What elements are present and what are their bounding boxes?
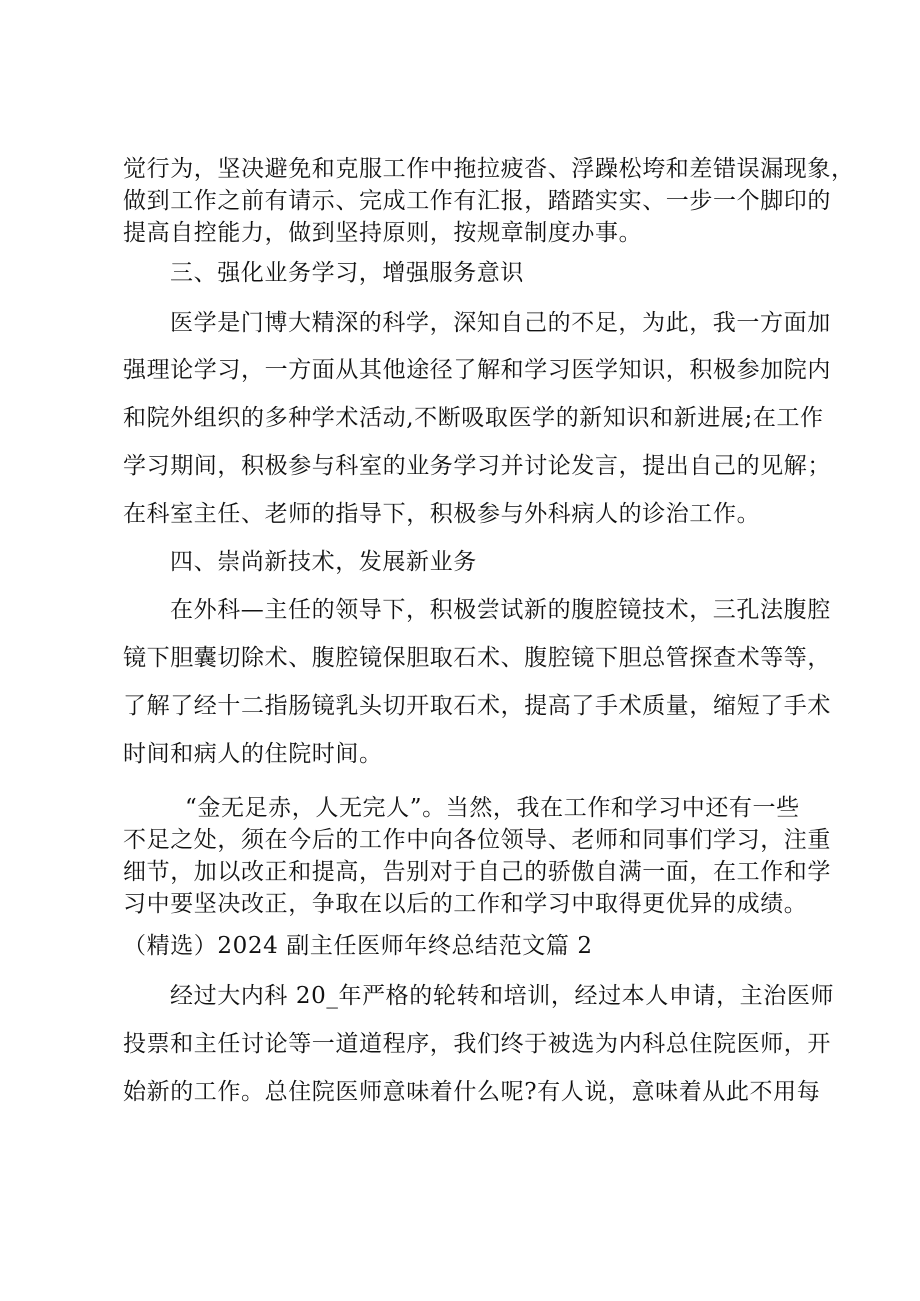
paragraph-line: 细节，加以改正和提高，告别对于自己的骄傲自满一面，在工作和学	[123, 859, 831, 885]
paragraph-line: 投票和主任讨论等一道道程序，我们终于被选为内科总住院医师，开	[123, 1031, 831, 1057]
paragraph-line: 提高自控能力，做到坚持原则，按规章制度办事。	[123, 220, 643, 246]
paragraph-line: 习中要坚决改正，争取在以后的工作和学习中取得更优异的成绩。	[123, 891, 808, 917]
article-title: （精选）2024 副主任医师年终总结范文篇 2	[123, 933, 593, 959]
section-heading: 四、崇尚新技术，发展新业务	[170, 549, 477, 575]
paragraph-line: 镜下胆囊切除术、腹腔镜保胆取石术、腹腔镜下胆总管探查术等等，	[123, 645, 831, 671]
paragraph-line: 学习期间，积极参与科室的业务学习并讨论发言，提出自己的见解；	[123, 453, 831, 479]
paragraph-line: 时间和病人的住院时间。	[123, 741, 383, 767]
paragraph-line: 医学是门博大精深的科学，深知自己的不足，为此，我一方面加	[170, 310, 831, 336]
paragraph-line: 强理论学习，一方面从其他途径了解和学习医学知识，积极参加院内	[123, 357, 831, 383]
paragraph-line: “金无足赤，人无完人”。当然，我在工作和学习中还有一些	[185, 795, 800, 821]
paragraph-line: 做到工作之前有请示、完成工作有汇报，踏踏实实、一步一个脚印的	[123, 188, 831, 214]
section-heading: 三、强化业务学习，增强服务意识	[170, 260, 524, 286]
paragraph-line: 觉行为，坚决避免和克服工作中拖拉疲沓、浮躁松垮和差错误漏现象，	[123, 156, 855, 182]
paragraph-line: 在科室主任、老师的指导下，积极参与外科病人的诊治工作。	[123, 501, 761, 527]
paragraph-line: 不足之处，须在今后的工作中向各位领导、老师和同事们学习，注重	[123, 827, 831, 853]
paragraph-line: 经过大内科 20_年严格的轮转和培训，经过本人申请，主治医师	[170, 983, 835, 1009]
paragraph-line: 和院外组织的多种学术活动,不断吸取医学的新知识和新进展;在工作	[123, 405, 824, 431]
paragraph-line: 始新的工作。总住院医师意味着什么呢?有人说，意味着从此不用每	[123, 1079, 821, 1105]
paragraph-line: 了解了经十二指肠镜乳头切开取石术，提高了手术质量，缩短了手术	[123, 693, 831, 719]
paragraph-line: 在外科—主任的领导下，积极尝试新的腹腔镜技术，三孔法腹腔	[170, 597, 831, 623]
